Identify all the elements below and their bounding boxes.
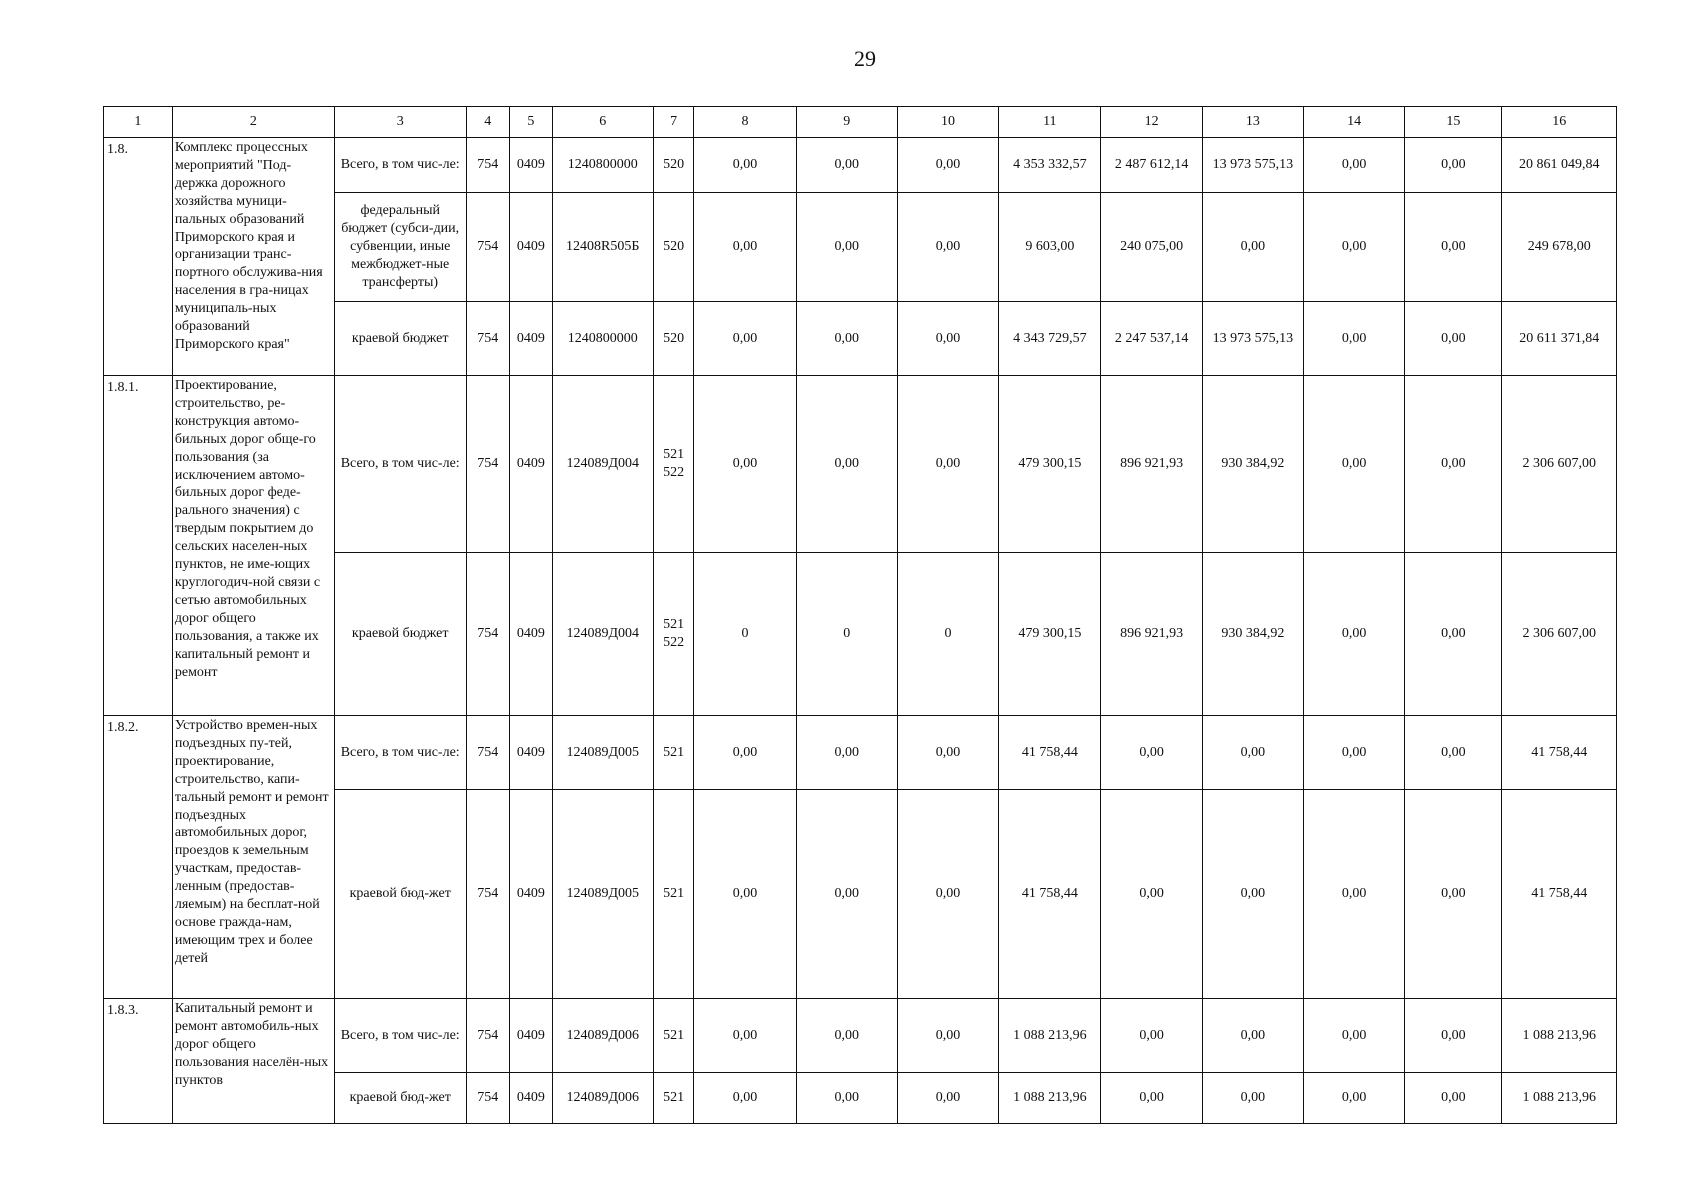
amount-col-12: 2 247 537,14 [1101,302,1202,376]
amount-col-10: 0,00 [897,1073,998,1124]
gku-code: 754 [466,790,510,999]
amount-col-11: 479 300,15 [999,553,1101,716]
item-name: Проектирование, строительство, ре-конструкция автомо-бильных дорог обще-го пользования (за исключением автомо-бильных дорог феде-рального значения) с твердым покрытием до сельских населен-ных пунктов, не име-ющих круглогодич-ной связи с сетью автомобильных дорог общего пользования, а также их капитальный ремонт и ремонт [172,376,334,716]
section-code: 0409 [510,138,553,193]
column-header: 16 [1502,107,1617,138]
column-header: 5 [510,107,553,138]
target-article: 124089Д004 [552,376,653,553]
column-header: 9 [796,107,897,138]
column-header: 3 [334,107,466,138]
section-code: 0409 [510,716,553,790]
budget-table [103,106,1617,1124]
amount-col-9: 0,00 [796,790,897,999]
expense-type: 521 [653,790,694,999]
amount-col-8: 0 [694,553,796,716]
amount-col-14: 0,00 [1303,138,1404,193]
amount-col-10: 0,00 [897,790,998,999]
amount-total: 249 678,00 [1502,193,1617,302]
funding-source: Всего, в том чис-ле: [334,716,466,790]
expense-type: 520 [653,193,694,302]
column-header: 12 [1101,107,1202,138]
column-header: 1 [104,107,173,138]
amount-col-9: 0,00 [796,376,897,553]
amount-col-13: 0,00 [1202,193,1303,302]
amount-col-11: 41 758,44 [999,716,1101,790]
amount-col-11: 479 300,15 [999,376,1101,553]
target-article: 1240800000 [552,138,653,193]
funding-source: Всего, в том чис-ле: [334,376,466,553]
item-number: 1.8.1. [104,376,173,716]
amount-col-15: 0,00 [1405,302,1502,376]
column-header: 6 [552,107,653,138]
column-header: 7 [653,107,694,138]
amount-col-8: 0,00 [694,999,796,1073]
amount-col-12: 896 921,93 [1101,553,1202,716]
section-code: 0409 [510,302,553,376]
amount-col-10: 0,00 [897,302,998,376]
amount-col-15: 0,00 [1405,193,1502,302]
section-code: 0409 [510,1073,553,1124]
amount-col-11: 9 603,00 [999,193,1101,302]
amount-col-13: 13 973 575,13 [1202,302,1303,376]
amount-col-12: 2 487 612,14 [1101,138,1202,193]
gku-code: 754 [466,999,510,1073]
table-row [104,716,1617,790]
column-header: 8 [694,107,796,138]
amount-col-12: 240 075,00 [1101,193,1202,302]
amount-col-14: 0,00 [1303,716,1404,790]
section-code: 0409 [510,790,553,999]
funding-source: Всего, в том чис-ле: [334,999,466,1073]
amount-col-14: 0,00 [1303,376,1404,553]
column-header-row [104,107,1617,138]
amount-col-14: 0,00 [1303,999,1404,1073]
amount-col-13: 0,00 [1202,999,1303,1073]
amount-col-12: 0,00 [1101,716,1202,790]
section-code: 0409 [510,376,553,553]
amount-total: 20 861 049,84 [1502,138,1617,193]
amount-col-13: 930 384,92 [1202,376,1303,553]
target-article: 12408R505Б [552,193,653,302]
amount-col-13: 930 384,92 [1202,553,1303,716]
amount-col-14: 0,00 [1303,193,1404,302]
expense-type: 521 522 [653,553,694,716]
amount-col-15: 0,00 [1405,376,1502,553]
amount-total: 41 758,44 [1502,716,1617,790]
column-header: 4 [466,107,510,138]
amount-col-15: 0,00 [1405,553,1502,716]
column-header: 15 [1405,107,1502,138]
amount-col-9: 0,00 [796,193,897,302]
amount-total: 2 306 607,00 [1502,553,1617,716]
amount-col-13: 13 973 575,13 [1202,138,1303,193]
amount-col-13: 0,00 [1202,1073,1303,1124]
amount-col-8: 0,00 [694,790,796,999]
amount-col-9: 0,00 [796,716,897,790]
expense-type: 521 [653,1073,694,1124]
section-code: 0409 [510,999,553,1073]
page-number: 29 [854,46,876,71]
column-header: 10 [897,107,998,138]
amount-col-15: 0,00 [1405,790,1502,999]
amount-col-12: 0,00 [1101,790,1202,999]
table-row [104,376,1617,553]
gku-code: 754 [466,553,510,716]
amount-col-14: 0,00 [1303,1073,1404,1124]
amount-col-15: 0,00 [1405,138,1502,193]
target-article: 124089Д006 [552,1073,653,1124]
target-article: 124089Д004 [552,553,653,716]
funding-source: федеральный бюджет (субси-дии, субвенции, иные межбюджет-ные трансферты) [334,193,466,302]
section-code: 0409 [510,193,553,302]
item-name: Устройство времен-ных подъездных пу-тей, проектирование, строительство, капи-тальный ремонт и ремонт подъездных автомобильных дорог, проездов к земельным участкам, предостав-ленным (предостав-ляемым) на бесплат-ной основе гражда-нам, имеющим трех и более детей [172,716,334,999]
amount-total: 1 088 213,96 [1502,1073,1617,1124]
table-row [104,138,1617,193]
item-number: 1.8.2. [104,716,173,999]
amount-col-15: 0,00 [1405,1073,1502,1124]
amount-col-8: 0,00 [694,716,796,790]
funding-source: краевой бюд-жет [334,790,466,999]
amount-col-9: 0,00 [796,999,897,1073]
gku-code: 754 [466,1073,510,1124]
gku-code: 754 [466,376,510,553]
expense-type: 521 [653,716,694,790]
expense-type: 520 [653,302,694,376]
column-header: 14 [1303,107,1404,138]
amount-col-9: 0,00 [796,1073,897,1124]
item-name: Комплекс процессных мероприятий "Под-держка дорожного хозяйства муници-пальных образований Приморского края и организации транс-портного обслужива-ния населения в гра-ницах муниципаль-ных образований Приморского края" [172,138,334,376]
amount-col-8: 0,00 [694,1073,796,1124]
expense-type: 520 [653,138,694,193]
amount-col-14: 0,00 [1303,302,1404,376]
funding-source: краевой бюджет [334,302,466,376]
amount-col-11: 1 088 213,96 [999,1073,1101,1124]
amount-total: 41 758,44 [1502,790,1617,999]
target-article: 124089Д005 [552,790,653,999]
section-code: 0409 [510,553,553,716]
item-name: Капитальный ремонт и ремонт автомобиль-ных дорог общего пользования населён-ных пунктов [172,999,334,1124]
item-number: 1.8. [104,138,173,376]
amount-col-13: 0,00 [1202,790,1303,999]
amount-col-10: 0,00 [897,999,998,1073]
amount-col-9: 0,00 [796,138,897,193]
amount-total: 1 088 213,96 [1502,999,1617,1073]
amount-col-11: 4 343 729,57 [999,302,1101,376]
gku-code: 754 [466,302,510,376]
amount-col-11: 1 088 213,96 [999,999,1101,1073]
table-row [104,999,1617,1073]
funding-source: Всего, в том чис-ле: [334,138,466,193]
amount-col-8: 0,00 [694,376,796,553]
target-article: 1240800000 [552,302,653,376]
funding-source: краевой бюд-жет [334,1073,466,1124]
amount-col-8: 0,00 [694,138,796,193]
expense-type: 521 522 [653,376,694,553]
amount-total: 20 611 371,84 [1502,302,1617,376]
amount-col-14: 0,00 [1303,553,1404,716]
amount-col-13: 0,00 [1202,716,1303,790]
target-article: 124089Д005 [552,716,653,790]
gku-code: 754 [466,716,510,790]
gku-code: 754 [466,138,510,193]
amount-col-11: 4 353 332,57 [999,138,1101,193]
amount-col-9: 0,00 [796,302,897,376]
column-header: 2 [172,107,334,138]
amount-col-8: 0,00 [694,302,796,376]
column-header: 13 [1202,107,1303,138]
amount-col-12: 0,00 [1101,999,1202,1073]
amount-col-15: 0,00 [1405,716,1502,790]
amount-col-10: 0,00 [897,376,998,553]
amount-col-9: 0 [796,553,897,716]
amount-col-15: 0,00 [1405,999,1502,1073]
amount-col-10: 0,00 [897,716,998,790]
funding-source: краевой бюджет [334,553,466,716]
gku-code: 754 [466,193,510,302]
amount-total: 2 306 607,00 [1502,376,1617,553]
amount-col-10: 0 [897,553,998,716]
column-header: 11 [999,107,1101,138]
expense-type: 521 [653,999,694,1073]
amount-col-11: 41 758,44 [999,790,1101,999]
amount-col-8: 0,00 [694,193,796,302]
amount-col-10: 0,00 [897,193,998,302]
amount-col-12: 896 921,93 [1101,376,1202,553]
amount-col-14: 0,00 [1303,790,1404,999]
target-article: 124089Д006 [552,999,653,1073]
item-number: 1.8.3. [104,999,173,1124]
amount-col-12: 0,00 [1101,1073,1202,1124]
amount-col-10: 0,00 [897,138,998,193]
